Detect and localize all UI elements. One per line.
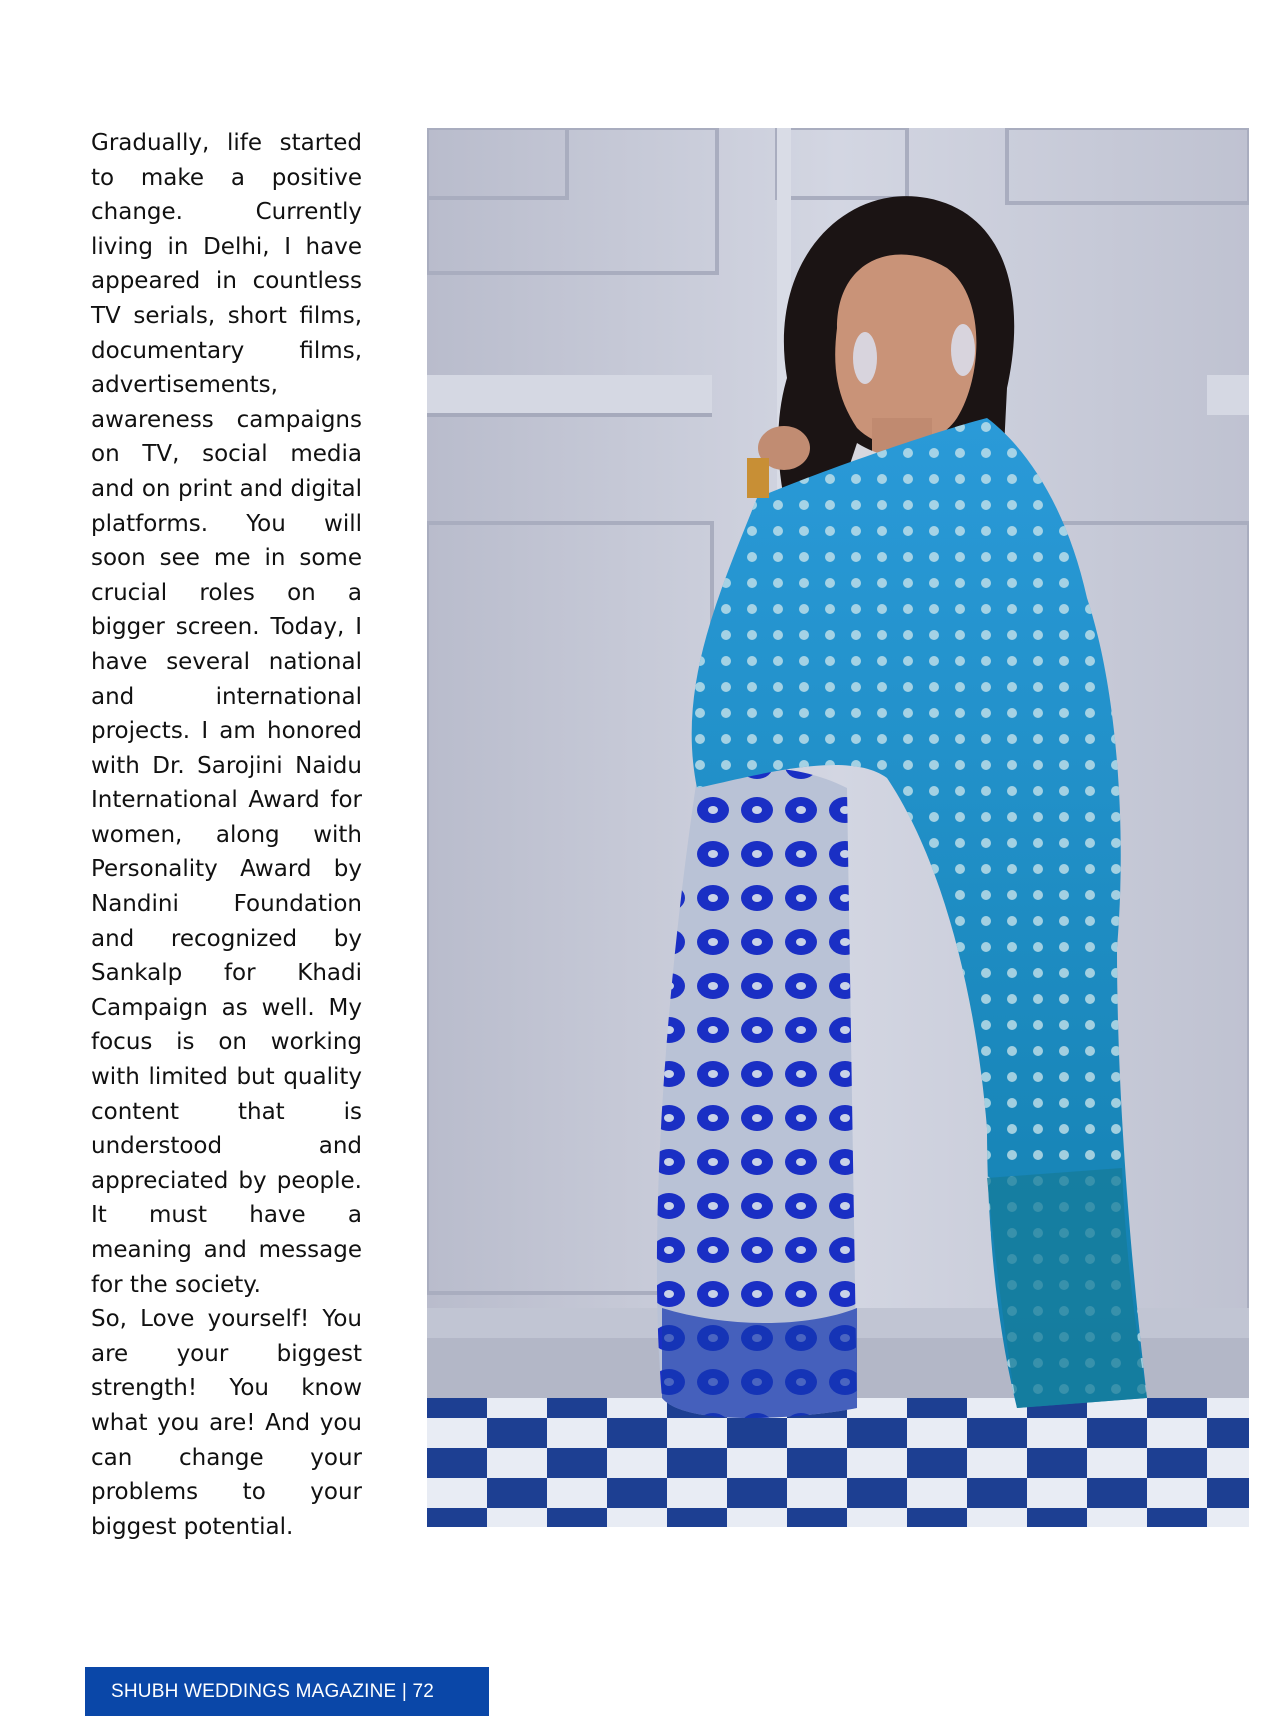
article-paragraph: Gradually, life started to make a positive change. Currently living in Delhi, I have appeared in countless TV serials, short films, documentary films, advertisements, awareness campaigns on TV, social media and on print and digital platforms. You will soon see me in some crucial roles on a bigger screen. Today, I have several national and international projects. I am honored with Dr. Sarojini Naidu International Award for women, along with Personality Award by Nandini Foundation and recognized by Sankalp for Khadi Campaign as well. My focus is on working with limited but quality content that is understood and appreciated by people. It must have a meaning and message for the society. (91, 130, 362, 1298)
portrait-photo (427, 128, 1249, 1527)
footer-label: SHUBH WEDDINGS MAGAZINE | 72 (111, 1680, 435, 1702)
checker-floor (427, 1398, 1249, 1527)
article-paragraph: So, Love yourself! You are your biggest strength! You know what you are! And you can change your problems to your biggest potential. (91, 1306, 362, 1540)
page-footer (85, 1667, 489, 1716)
article-text (91, 126, 362, 1544)
portrait-illustration (427, 128, 1249, 1527)
